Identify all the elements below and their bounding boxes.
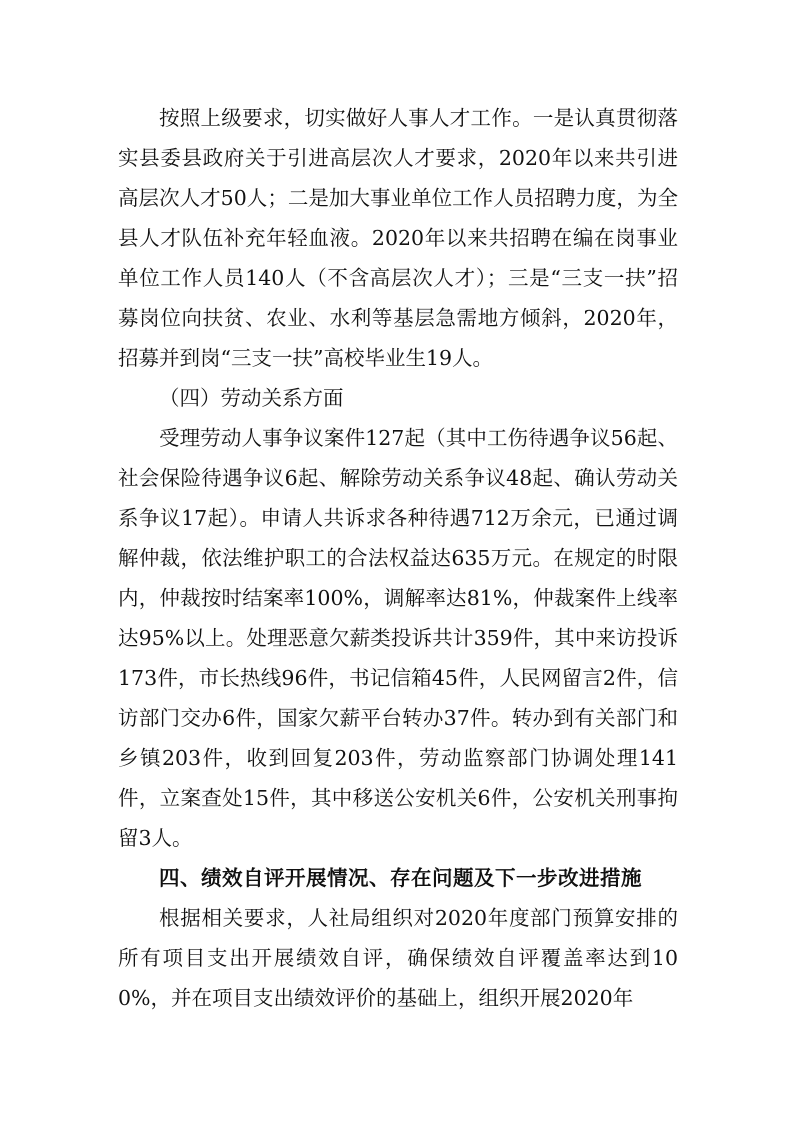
paragraph-talent-work: 按照上级要求，切实做好人事人才工作。一是认真贯彻落实县委县政府关于引进高层次人才要求，2020年以来共引进高层次人才50人；二是加大事业单位工作人员招聘力度，为全县人才队伍补充年轻血液。2020年以来共招聘在编在岗事业单位工作人员140人（不含高层次人才）；三是“三支一扶”招募岗位向扶贫、农业、水利等基层急需地方倾斜，2020年，招募并到岗“三支一扶”高校毕业生19人。 [118, 106, 678, 370]
section-heading-performance-evaluation: 四、绩效自评开展情况、存在问题及下一步改进措施 [159, 866, 642, 890]
paragraph-performance-evaluation: 根据相关要求，人社局组织对2020年度部门预算安排的所有项目支出开展绩效自评，确保绩效自评覆盖率达到100%，并在项目支出绩效评价的基础上，组织开展2020年 [118, 906, 678, 1010]
document-body [118, 98, 678, 1018]
paragraph-labor-disputes: 受理劳动人事争议案件127起（其中工伤待遇争议56起、社会保险待遇争议6起、解除劳动关系争议48起、确认劳动关系争议17起）。申请人共诉求各种待遇712万余元，已通过调解仲裁，依法维护职工的合法权益达635万元。在规定的时限内，仲裁按时结案率100%，调解率达81%，仲裁案件上线率达95%以上。处理恶意欠薪类投诉共计359件，其中来访投诉173件，市长热线96件，书记信箱45件，人民网留言2件，信访部门交办6件，国家欠薪平台转办37件。转办到有关部门和乡镇203件，收到回复203件，劳动监察部门协调处理141件，立案查处15件，其中移送公安机关6件，公安机关刑事拘留3人。 [118, 426, 678, 850]
subheading-labor-relations: （四）劳动关系方面 [159, 386, 344, 410]
